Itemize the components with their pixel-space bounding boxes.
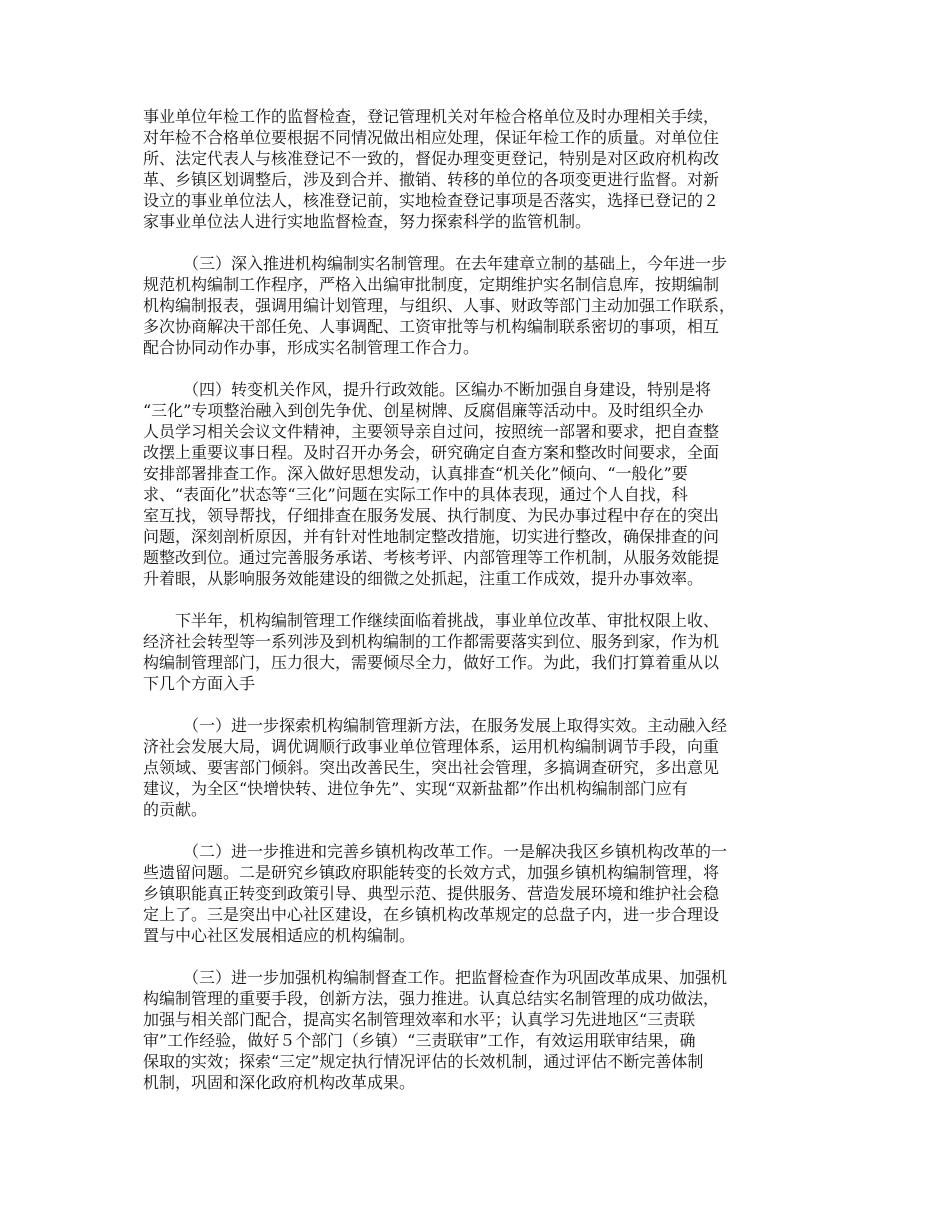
- paragraph-line: 济社会发展大局，调优调顺行政事业单位管理体系，运用机构编制调节手段，向重: [143, 737, 720, 756]
- paragraph-line: 题整改到位。通过完善服务承诺、考核考评、内部管理等工作机制，从服务效能提: [143, 548, 720, 567]
- paragraph-line: 多次协商解决干部任免、人事调配、工资审批等与机构编制联系密切的事项，相互: [143, 317, 720, 336]
- paragraph-line: （三）进一步加强机构编制督查工作。把监督检查作为巩固改革成果、加强机: [183, 968, 728, 987]
- paragraph-line: 配合协同动作办事，形成实名制管理工作合力。: [143, 338, 480, 357]
- paragraph-line: 构编制管理的重要手段，创新方法，强力推进。认真总结实名制管理的成功做法，: [143, 989, 720, 1008]
- paragraph-line: 建议，为全区“快增快转、进位争先”、实现“双新盐都”作出机构编制部门应有: [143, 779, 688, 798]
- paragraph: [143, 379, 815, 589]
- paragraph-line: 些遗留问题。二是研究乡镇政府职能转变的长效方式，加强乡镇机构编制管理，将: [143, 863, 720, 882]
- paragraph-line: 安排部署排查工作。深入做好思想发动，认真排查“机关化”倾向、“一般化”要: [143, 464, 688, 483]
- paragraph-line: 乡镇职能真正转变到政策引导、典型示范、提供服务、营造发展环境和维护社会稳: [143, 884, 720, 903]
- paragraph-line: 构编制管理部门，压力很大，需要倾尽全力，做好工作。为此，我们打算着重从以: [143, 653, 720, 672]
- paragraph: [143, 841, 815, 946]
- paragraph-line: 所、法定代表人与核准登记不一致的，督促办理变更登记，特别是对区政府机构改: [143, 149, 720, 168]
- paragraph: [143, 967, 815, 1093]
- paragraph-line: 事业单位年检工作的监督检查，登记管理机关对年检合格单位及时办理相关手续，: [143, 107, 720, 126]
- paragraph-line: 下几个方面入手: [143, 674, 256, 693]
- paragraph-line: 加强与相关部门配合，提高实名制管理效率和水平；认真学习先进地区“三责联: [143, 1010, 696, 1029]
- paragraph-line: 定上了。三是突出中心社区建设，在乡镇机构改革规定的总盘子内，进一步合理设: [143, 905, 720, 924]
- paragraph-line: 人员学习相关会议文件精神，主要领导亲自过问，按照统一部署和要求，把自查整: [143, 422, 720, 441]
- paragraph-line: （四）转变机关作风，提升行政效能。区编办不断加强自身建设，特别是将: [183, 380, 712, 399]
- paragraph-line: 室互找，领导帮找，仔细排查在服务发展、执行制度、为民办事过程中存在的突出: [143, 506, 720, 525]
- paragraph-line: 升着眼，从影响服务效能建设的细微之处抓起，注重工作成效，提升办事效率。: [143, 569, 704, 588]
- paragraph-line: 改摆上重要议事日程。及时召开办务会，研究确定自查方案和整改时间要求，全面: [143, 443, 720, 462]
- paragraph-line: （一）进一步探索机构编制管理新方法，在服务发展上取得实效。主动融入经: [183, 716, 728, 735]
- paragraph-line: 审”工作经验，做好５个部门（乡镇）“三责联审”工作，有效运用联审结果，确: [143, 1031, 696, 1050]
- paragraph-line: 经济社会转型等一系列涉及到机构编制的工作都需要落实到位、服务到家，作为机: [143, 632, 720, 651]
- paragraph-line: 设立的事业单位法人，核准登记前，实地检查登记事项是否落实，选择已登记的２: [143, 191, 720, 210]
- paragraph-line: 机制，巩固和深化政府机构改革成果。: [143, 1073, 416, 1092]
- paragraph-line: 对年检不合格单位要根据不同情况做出相应处理，保证年检工作的质量。对单位住: [143, 128, 720, 147]
- paragraph-line: 家事业单位法人进行实地监督检查，努力探索科学的监管机制。: [143, 212, 592, 231]
- paragraph-line: 规范机构编制工作程序，严格入出编审批制度，定期维护实名制信息库，按期编制: [143, 275, 720, 294]
- paragraph-line: 下半年，机构编制管理工作继续面临着挑战，事业单位改革、审批权限上收、: [175, 611, 720, 630]
- paragraph-line: （三）深入推进机构编制实名制管理。在去年建章立制的基础上，今年进一步: [183, 254, 728, 273]
- paragraph-line: 求、“表面化”状态等“三化”问题在实际工作中的具体表现，通过个人自找，科: [143, 485, 688, 504]
- paragraph-line: 置与中心社区发展相适应的机构编制。: [143, 926, 416, 945]
- paragraph-line: “三化”专项整治融入到创先争优、创星树牌、反腐倡廉等活动中。及时组织全办: [143, 401, 704, 420]
- paragraph-line: 机构编制报表，强调用编计划管理，与组织、人事、财政等部门主动加强工作联系，: [143, 296, 736, 315]
- paragraph: [143, 253, 815, 358]
- paragraph-line: 革、乡镇区划调整后，涉及到合并、撤销、转移的单位的各项变更进行监督。对新: [143, 170, 720, 189]
- paragraph: [143, 106, 815, 232]
- paragraph-line: 问题，深刻剖析原因，并有针对性地制定整改措施，切实进行整改，确保排查的问: [143, 527, 720, 546]
- paragraph-line: （二）进一步推进和完善乡镇机构改革工作。一是解决我区乡镇机构改革的一: [183, 842, 728, 861]
- paragraph-line: 点领域、要害部门倾斜。突出改善民生，突出社会管理，多搞调查研究，多出意见: [143, 758, 720, 777]
- paragraph-line: 保取的实效；探索“三定”规定执行情况评估的长效机制，通过评估不断完善体制: [143, 1052, 704, 1071]
- paragraph: [143, 610, 815, 694]
- paragraph-line: 的贡献。: [143, 800, 208, 819]
- paragraph: [143, 715, 815, 820]
- document-page: [143, 106, 815, 1093]
